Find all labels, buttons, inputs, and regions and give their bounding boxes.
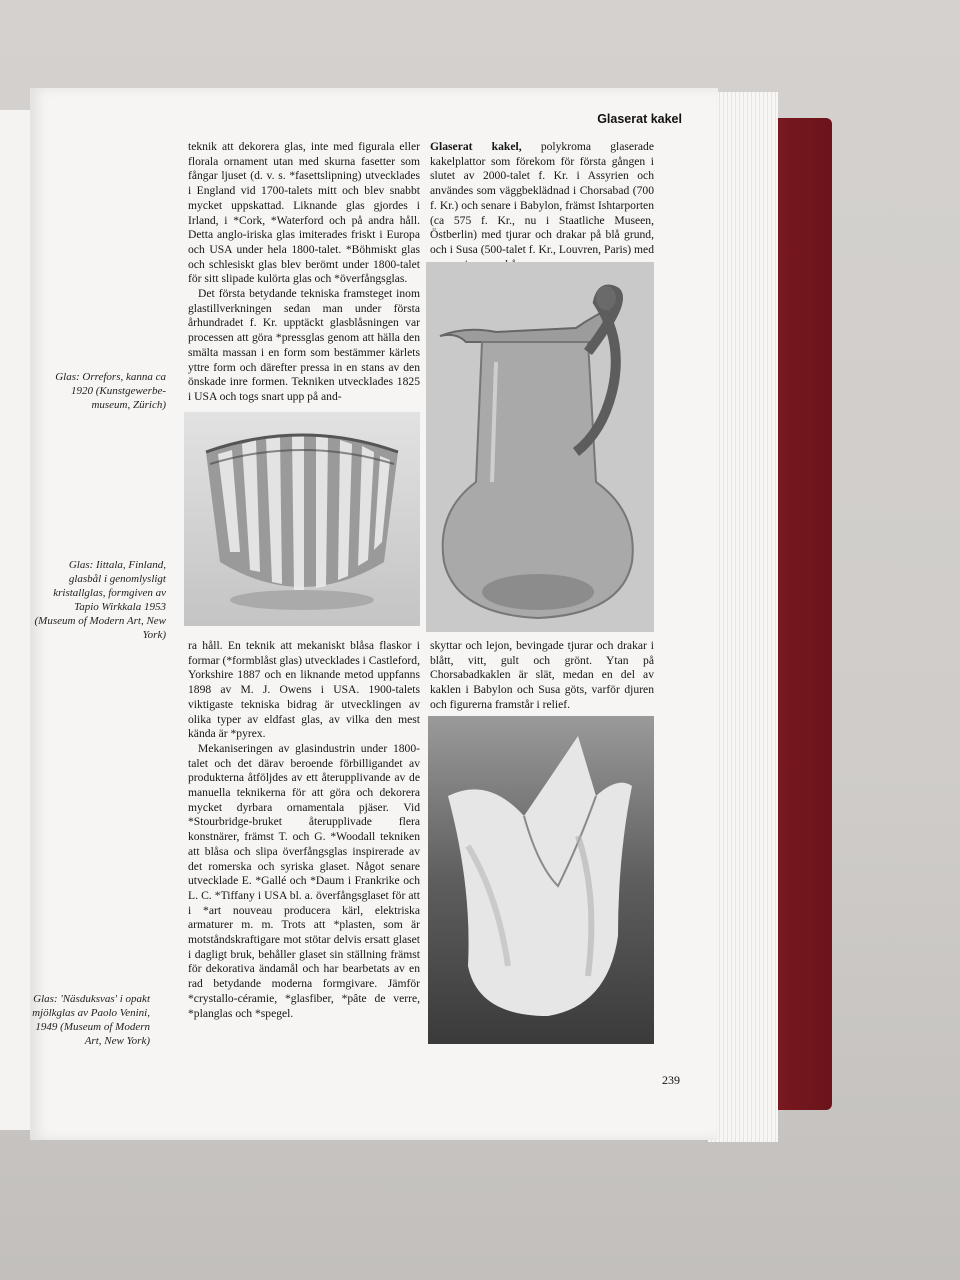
photo-iittala-bowl xyxy=(184,412,420,626)
column-1-bottom xyxy=(188,639,420,1021)
bowl-illustration xyxy=(184,412,420,626)
paragraph: ra håll. En teknik att mekaniskt blåsa flaskor i formar (*formblåst glas) utvecklades i Castleford, Yorkshire 1887 och en liknande metod uppfanns 1898 av M. J. Owens i USA. 1900-talets viktigaste tekniska bidrag är utvecklingen av olika typer av eldfast glas, av vilka den mest kända är *pyrex. xyxy=(188,639,420,741)
caption-orrefors: Glas: Orrefors, kanna ca 1920 (Kunstgewerbe-museum, Zürich) xyxy=(55,371,166,411)
vase-illustration xyxy=(428,716,654,1044)
paragraph: Mekaniseringen av glasindustrin under 1800-talet och det därav beroende förbilligandet av produkterna åtföljdes av ett återupplivande av de manuella teknikerna för att göra och dekorera mycket dyrbara ornamentala pjäser. Vid *Stourbridge-bruket återupplivade flera konstnärer, främst T. och G. *Woodall tekniken att blåsa och slipa överfångsglas inspirerade av det romerska och syriska glaset. Något senare utvecklade E. *Gallé och *Daum i Frankrike och L. C. *Tiffany i USA bl. a. överfångsglaset för att i *art nouveau producera kärl, elektriska armaturer m. m. Trots att *plasten, som är motståndskraftigare mot stötar delvis ersatt glaset i dagligt bruk, behåller glaset sin ställning främst för dekorativa ändamål och har bearbetats av en rad betydande moderna formgivare. Jämför *crystallo-céramie, *glasfiber, *pâte de verre, *planglas och *spegel. xyxy=(188,741,420,1020)
column-1-top xyxy=(188,140,420,405)
column-2-top xyxy=(430,140,654,272)
running-header: Glaserat kakel xyxy=(597,112,682,126)
page-edges xyxy=(708,92,778,1142)
book-page xyxy=(30,88,718,1140)
paragraph: teknik att dekorera glas, inte med figurala eller florala ornament utan med skurna fasetter som fångar ljuset (d. v. s. *fasettslipning) utvecklades i England vid 1700-talets mitt och blev snabbt mycket uppskattad. Liknande glas gjordes i Irland, i *Cork, *Waterford och på andra håll. Detta anglo-iriska glas imiterades friskt i Europa och USA under hela 1800-talet. *Böhmiskt glas och schlesiskt glas blev berömt under 1800-talet för sitt slipade kulörta glas och *överfångsglas. xyxy=(188,140,420,286)
left-page-edge xyxy=(0,110,31,1130)
page-number: 239 xyxy=(662,1073,680,1087)
column-2-bottom xyxy=(430,639,654,713)
paragraph xyxy=(430,140,654,272)
caption-venini: Glas: 'Näsduksvas' i opakt mjölkglas av Paolo Venini, 1949 (Museum of Modern Art, New York) xyxy=(32,993,150,1047)
jug-illustration xyxy=(426,262,654,632)
photo-orrefors-jug xyxy=(426,262,654,632)
paragraph: Det första betydande tekniska framsteget inom glastillverkningen sedan man under första århundradet f. Kr. upptäckt glasblåsningen var processen att göra *pressglas genom att hälla den smälta massan i en form som bestämmer kärlets yttre form och därefter pressa in en stans av den önskade inre formen. Tekniken utvecklades 1825 i USA och togs snart upp på and- xyxy=(188,287,420,403)
photo-venini-vase xyxy=(428,716,654,1044)
paragraph: skyttar och lejon, bevingade tjurar och drakar i blått, vitt, gult och grönt. Ytan på Chorsabadkaklen är slät, medan en del av kaklen i Babylon och Susa göts, varför djuren och figurerna framstår i relief. xyxy=(430,639,654,711)
entry-text: polykroma glaserade kakelplattor som förekom för första gången i slutet av 2000-talet f. Kr. i Assyrien och användes som väggbeklädnad i Chorsabad (700 f. Kr.) och senare i Babylon, främst Ishtarporten (ca 575 f. Kr., nu i Staatliche Museen, Östberlin) med tjurar och drakar på blå grund, och i Susa (500-talet f. Kr., Louvren, Paris) med xyxy=(430,140,654,256)
caption-iittala: Glas: Iittala, Finland, glasbål i genomlysligt kristallglas, formgiven av Tapio Wirkkala 1953 (Museum of Modern Art, New York) xyxy=(34,559,166,641)
entry-term: Glaserat kakel, xyxy=(430,140,522,153)
